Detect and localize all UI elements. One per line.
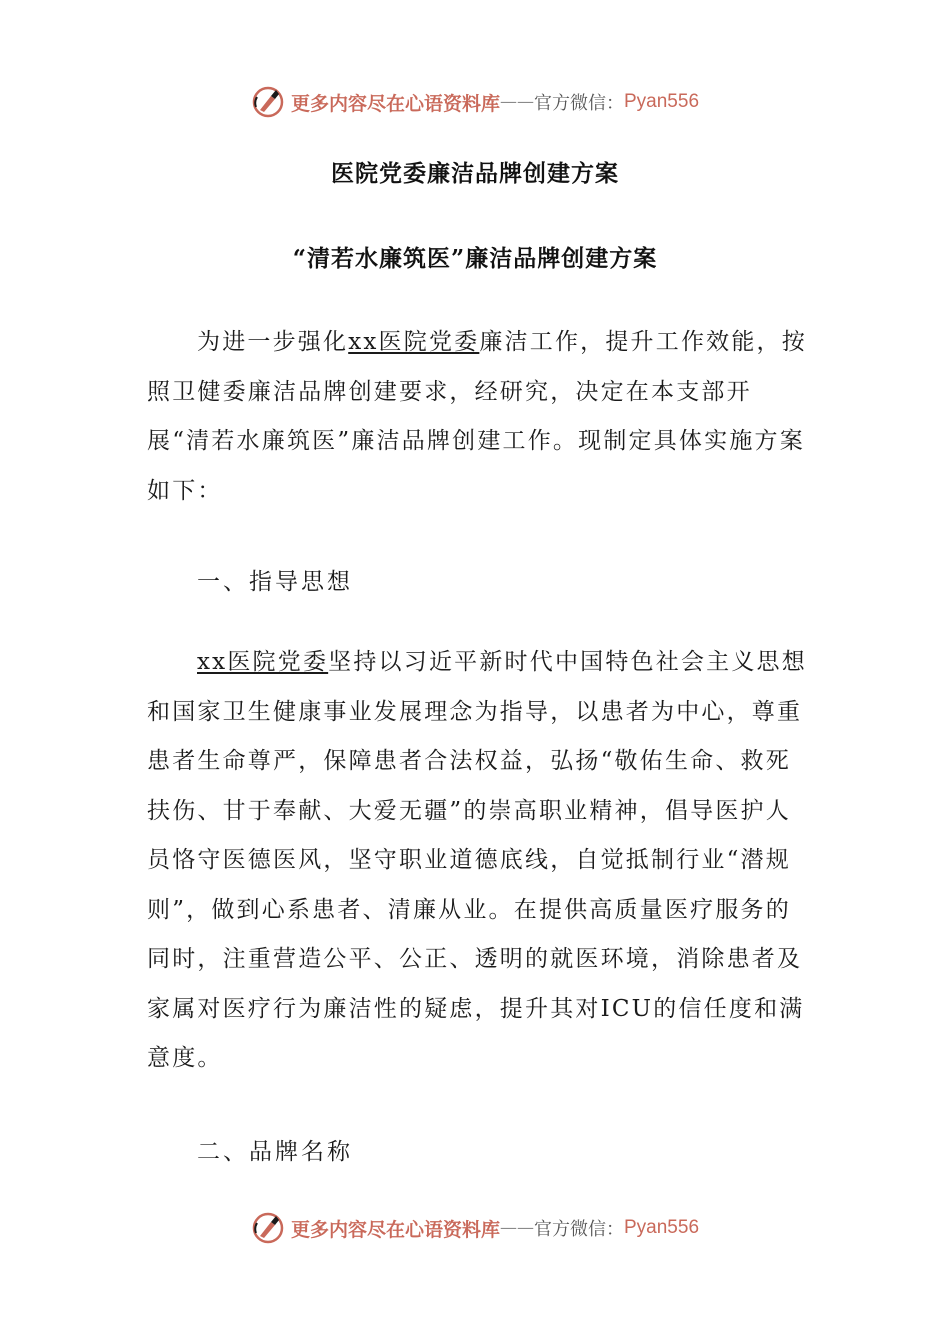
pen-nib-circle-icon xyxy=(251,85,285,119)
section1-paragraph xyxy=(147,638,807,1084)
document-title: 医院党委廉洁品牌创建方案 xyxy=(331,160,619,187)
intro-org-name: xx医院党委 xyxy=(348,329,480,355)
section-heading-brand-name: 二、品牌名称 xyxy=(197,1139,353,1165)
watermark-separator: —— xyxy=(500,1218,534,1238)
watermark-wechat-label: 官方微信： xyxy=(534,93,624,114)
section1-org-name: xx医院党委 xyxy=(197,649,329,675)
intro-paragraph xyxy=(147,318,807,516)
watermark-brand-text: 更多内容尽在心语资料库 xyxy=(290,1218,500,1241)
document-subtitle: “清若水廉筑医”廉洁品牌创建方案 xyxy=(292,245,658,272)
section-heading-guiding-ideology: 一、指导思想 xyxy=(197,569,353,595)
intro-part1: 为进一步强化 xyxy=(197,329,349,355)
watermark-wechat-label: 官方微信： xyxy=(534,1219,624,1240)
footer-watermark-banner xyxy=(0,1208,950,1248)
header-watermark-banner xyxy=(0,82,950,122)
section1-body: 坚持以习近平新时代中国特色社会主义思想和国家卫生健康事业发展理念为指导，以患者为中心，尊重患者生命尊严，保障患者合法权益，弘扬“敬佑生命、救死扶伤、甘于奉献、大爱无疆”的崇高职业精神，倡导医护人员恪守医德医风，坚守职业道德底线，自觉抵制行业“潜规则”，做到心系患者、清廉从业。在提供高质量医疗服务的同时，注重营造公平、公正、透明的就医环境，消除患者及家属对医疗行为廉洁性的疑虑，提升其对ICU的信任度和满意度。 xyxy=(147,649,807,1071)
watermark-brand-text: 更多内容尽在心语资料库 xyxy=(290,92,500,115)
watermark-separator: —— xyxy=(500,92,534,112)
watermark-wechat-id: Pyan556 xyxy=(624,1217,700,1238)
intro-part2: 廉洁工作，提升工作效能，按照卫健委廉洁品牌创建要求，经研究，决定在本支部开展“清若水廉筑医”廉洁品牌创建工作。现制定具体实施方案如下： xyxy=(147,329,807,504)
pen-nib-circle-icon xyxy=(251,1211,285,1245)
watermark-wechat-id: Pyan556 xyxy=(624,91,700,112)
